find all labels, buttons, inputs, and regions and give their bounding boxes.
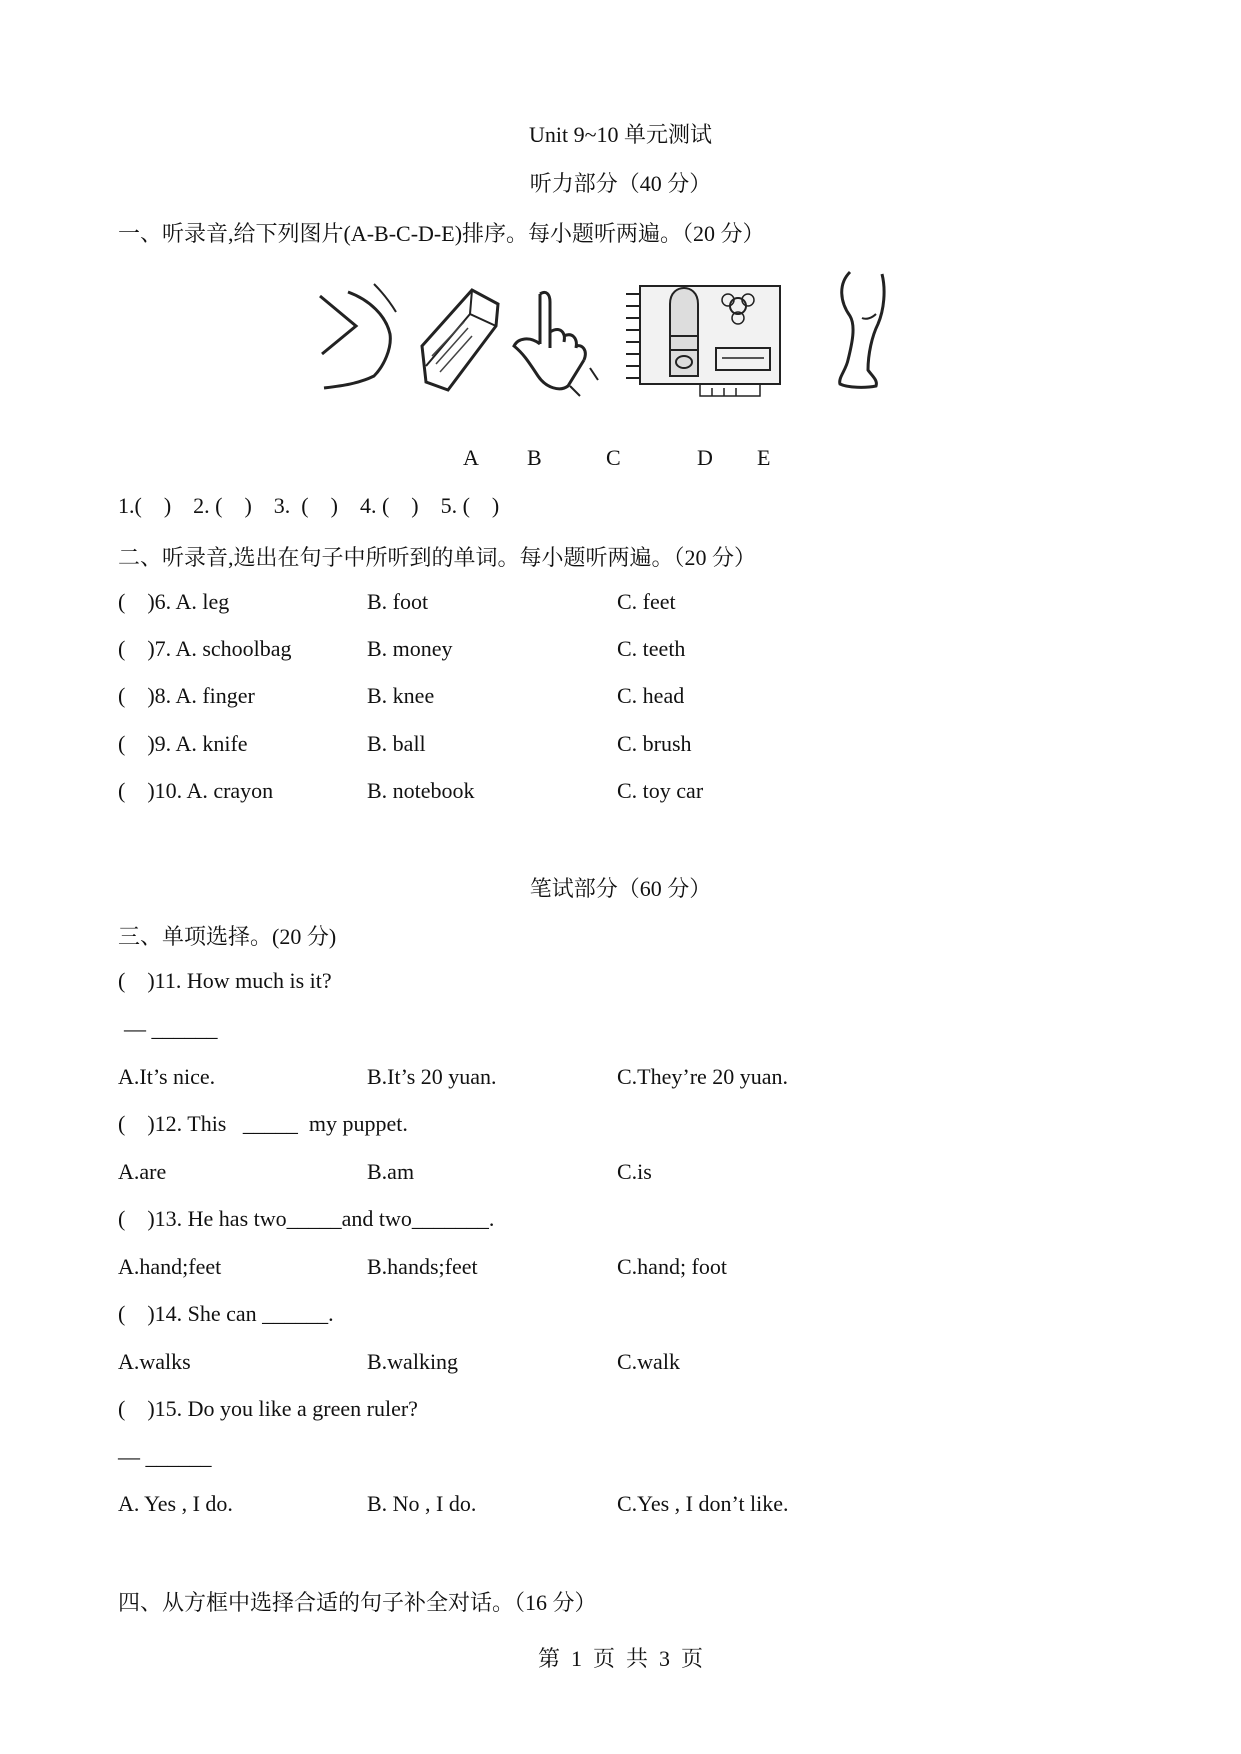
eraser-icon	[412, 286, 504, 396]
picture-letter-b: B	[527, 445, 542, 470]
question-14-option-b: B.walking	[367, 1349, 459, 1374]
question-11-option-c: C.They’re 20 yuan.	[617, 1064, 789, 1089]
question-12-option-a: A.are	[118, 1159, 167, 1184]
question-8-option-c: C. head	[617, 683, 685, 708]
elbow-icon	[318, 282, 400, 394]
question-12-option-c: C.is	[617, 1159, 652, 1184]
question-12-stem: ( )12. This _____ my puppet.	[118, 1111, 408, 1136]
question-11-reply: — ______	[124, 1016, 218, 1041]
picture-letter-e: E	[757, 445, 771, 470]
question-8-option-b: B. knee	[367, 683, 435, 708]
question-7-stem: ( )7. A. schoolbag	[118, 636, 292, 661]
question-9-stem: ( )9. A. knife	[118, 731, 248, 756]
question-15-stem: ( )15. Do you like a green ruler?	[118, 1396, 418, 1421]
section1-instruction: 一、听录音,给下列图片(A-B-C-D-E)排序。每小题听两遍。（20 分）	[118, 221, 765, 246]
finger-icon	[510, 288, 602, 398]
question-14-option-a: A.walks	[118, 1349, 191, 1374]
question-14-stem: ( )14. She can ______.	[118, 1301, 334, 1326]
question-9-option-b: B. ball	[367, 731, 426, 756]
picture-letter-d: D	[697, 445, 713, 470]
question-8-stem: ( )8. A. finger	[118, 683, 255, 708]
picture-letter-a: A	[463, 445, 479, 470]
leg-icon	[826, 270, 898, 395]
question-13-stem: ( )13. He has two_____and two_______.	[118, 1206, 495, 1231]
question-15-option-a: A. Yes , I do.	[118, 1491, 233, 1516]
question-7-option-c: C. teeth	[617, 636, 686, 661]
question-13-option-b: B.hands;feet	[367, 1254, 478, 1279]
question-10-stem: ( )10. A. crayon	[118, 778, 274, 803]
section2-instruction: 二、听录音,选出在句子中所听到的单词。每小题听两遍。（20 分）	[118, 545, 757, 570]
question-14-option-c: C.walk	[617, 1349, 680, 1374]
question-11-option-a: A.It’s nice.	[118, 1064, 216, 1089]
question-11-stem: ( )11. How much is it?	[118, 968, 332, 993]
writing-title: 笔试部分（60 分）	[529, 876, 712, 901]
question-15-reply: — ______	[118, 1444, 212, 1469]
answer-line: 1.( ) 2. ( ) 3. ( ) 4. ( ) 5. ( )	[118, 493, 500, 518]
question-10-option-c: C. toy car	[617, 778, 704, 803]
question-15-option-c: C.Yes , I don’t like.	[617, 1491, 789, 1516]
question-13-option-a: A.hand;feet	[118, 1254, 222, 1279]
question-6-option-b: B. foot	[367, 589, 429, 614]
picture-letter-c: C	[606, 445, 621, 470]
pencil-case-icon	[620, 280, 790, 405]
question-6-option-c: C. feet	[617, 589, 676, 614]
question-7-option-b: B. money	[367, 636, 453, 661]
page-number: 第 1 页 共 3 页	[537, 1646, 703, 1671]
question-15-option-b: B. No , I do.	[367, 1491, 477, 1516]
question-6-stem: ( )6. A. leg	[118, 589, 230, 614]
question-13-option-c: C.hand; foot	[617, 1254, 727, 1279]
section3-instruction: 三、单项选择。(20 分)	[118, 924, 337, 949]
question-12-option-b: B.am	[367, 1159, 415, 1184]
question-9-option-c: C. brush	[617, 731, 692, 756]
question-10-option-b: B. notebook	[367, 778, 475, 803]
listening-title: 听力部分（40 分）	[529, 171, 712, 196]
page-title: Unit 9~10 单元测试	[528, 122, 712, 147]
question-11-option-b: B.It’s 20 yuan.	[367, 1064, 497, 1089]
section4-instruction: 四、从方框中选择合适的句子补全对话。（16 分）	[118, 1590, 597, 1615]
